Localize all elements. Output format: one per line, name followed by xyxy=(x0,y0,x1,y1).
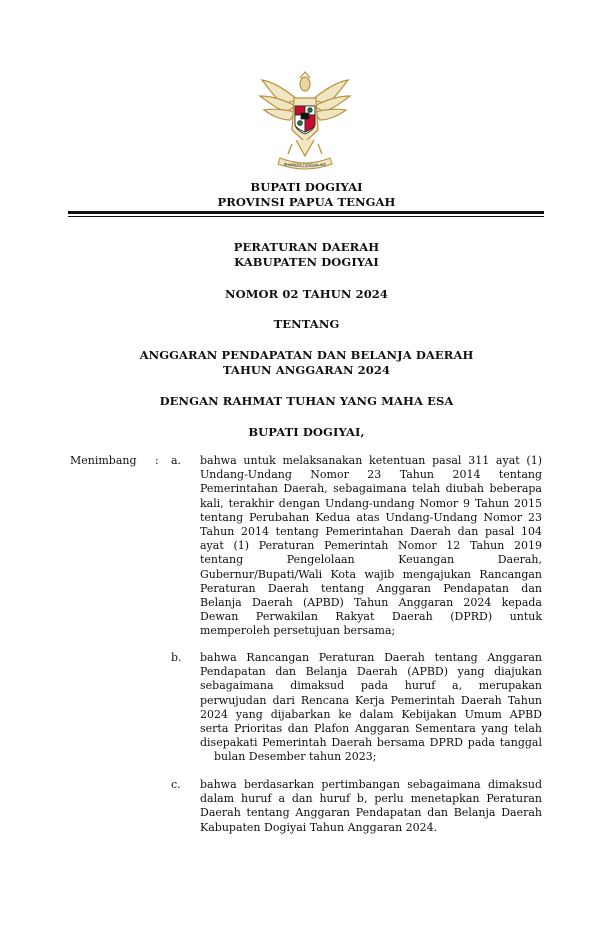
header-province: PROVINSI PAPUA TENGAH xyxy=(217,195,396,209)
title-regency: KABUPATEN DOGIYAI xyxy=(234,255,379,269)
invocation: DENGAN RAHMAT TUHAN YANG MAHA ESA xyxy=(159,394,454,408)
item-marker-b: b. xyxy=(171,651,182,664)
title-subject-line1: ANGGARAN PENDAPATAN DAN BELANJA DAERAH xyxy=(139,348,474,362)
header-rule-thick xyxy=(68,211,544,214)
considering-label: Menimbang xyxy=(70,454,137,467)
authority: BUPATI DOGIYAI, xyxy=(248,425,365,439)
title-about: TENTANG xyxy=(273,317,340,331)
title-regulation: PERATURAN DAERAH xyxy=(233,240,380,254)
title-subject-line2: TAHUN ANGGARAN 2024 xyxy=(222,363,391,377)
considering-item-a: bahwa untuk melaksanakan ketentuan pasal 311 ayat (1) Undang-Undang Nomor 23 Tahun 2014 tentang Pemerintahan Daerah, sebagaimana telah diubah beberapa kali, terakhir dengan Undang-undang Nomor 9 Tahun 2015 tentang Perubahan Kedua atas Undang-Undang Nomor 23 Tahun 2014 tentang Pemerintahan Daerah dan pasal 104 ayat (1) Peraturan Pemerintah Nomor 12 Tahun 2019 tentang Pengelolaan Keuangan Daerah, Gubernur/Bupati/Wali Kota wajib mengajukan Rancangan Peraturan Daerah tentang Anggaran Pendapatan dan Belanja Daerah (APBD) Tahun Anggaran 2024 kepada Dewan Perwakilan Rakyat Daerah (DPRD) untuk memperoleh persetujuan bersama; xyxy=(200,454,542,638)
garuda-emblem-icon xyxy=(256,70,354,176)
header-rule-thin xyxy=(68,216,544,217)
considering-colon: : xyxy=(155,454,159,467)
title-number: NOMOR 02 TAHUN 2024 xyxy=(224,287,388,301)
header-regent: BUPATI DOGIYAI xyxy=(250,180,363,194)
considering-item-c: bahwa berdasarkan pertimbangan sebagaimana dimaksud dalam huruf a dan huruf b, perlu menetapkan Peraturan Daerah tentang Anggaran Pendapatan dan Belanja Daerah Kabupaten Dogiyai Tahun Anggaran 2024. xyxy=(200,778,542,834)
item-marker-c: c. xyxy=(171,778,181,791)
motto-text: BHINNEKA TUNGGAL IKA xyxy=(284,163,326,167)
item-marker-a: a. xyxy=(171,454,182,467)
considering-item-b: bahwa Rancangan Peraturan Daerah tentang Anggaran Pendapatan dan Belanja Daerah (APBD) yang diajukan sebagaimana dimaksud pada huruf a, merupakan perwujudan dari Rencana Kerja Pemerintah Daerah Tahun 2024 yang dijabarkan ke dalam Kebijakan Umum APBD serta Prioritas dan Plafon Anggaran Sementara yang telah disepakati Pemerintah Daerah bersama DPRD pada tanggal bulan Desember tahun 2023; xyxy=(200,651,542,764)
